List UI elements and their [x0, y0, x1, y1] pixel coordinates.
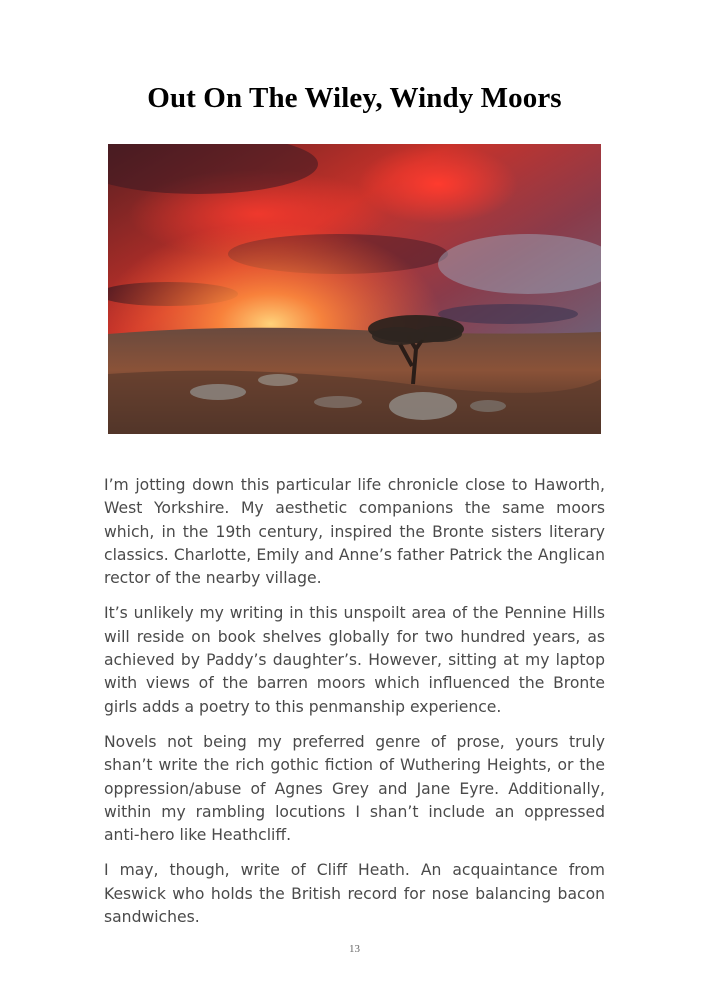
page-number: 13	[349, 943, 360, 955]
page-title: Out On The Wiley, Windy Moors	[147, 82, 562, 114]
paragraph: I may, though, write of Cliff Heath. An acquaintance from Keswick who holds the British record for nose balancing bacon sandwiches.	[104, 861, 605, 927]
paragraph: It’s unlikely my writing in this unspoilt area of the Pennine Hills will reside on book shelves globally for two hundred years, as achieved by Paddy’s daughter’s. However, sitting at my laptop with views of the barren moors which influenced the Bronte girls adds a poetry to this penmanship experience.	[104, 604, 605, 716]
body-text	[104, 474, 605, 941]
paragraph: I’m jotting down this particular life chronicle close to Haworth, West Yorkshire. My aesthetic companions the same moors which, in the 19th century, inspired the Bronte sisters literary classics. Charlotte, Emily and Anne’s father Patrick the Anglican rector of the nearby village.	[104, 476, 605, 588]
moorland-sunset-photo	[108, 144, 601, 434]
paragraph: Novels not being my preferred genre of prose, yours truly shan’t write the rich gothic fiction of Wuthering Heights, or the oppression/abuse of Agnes Grey and Jane Eyre. Additionally, within my rambling locutions I shan’t include an oppressed anti-hero like Heathcliff.	[104, 732, 605, 845]
